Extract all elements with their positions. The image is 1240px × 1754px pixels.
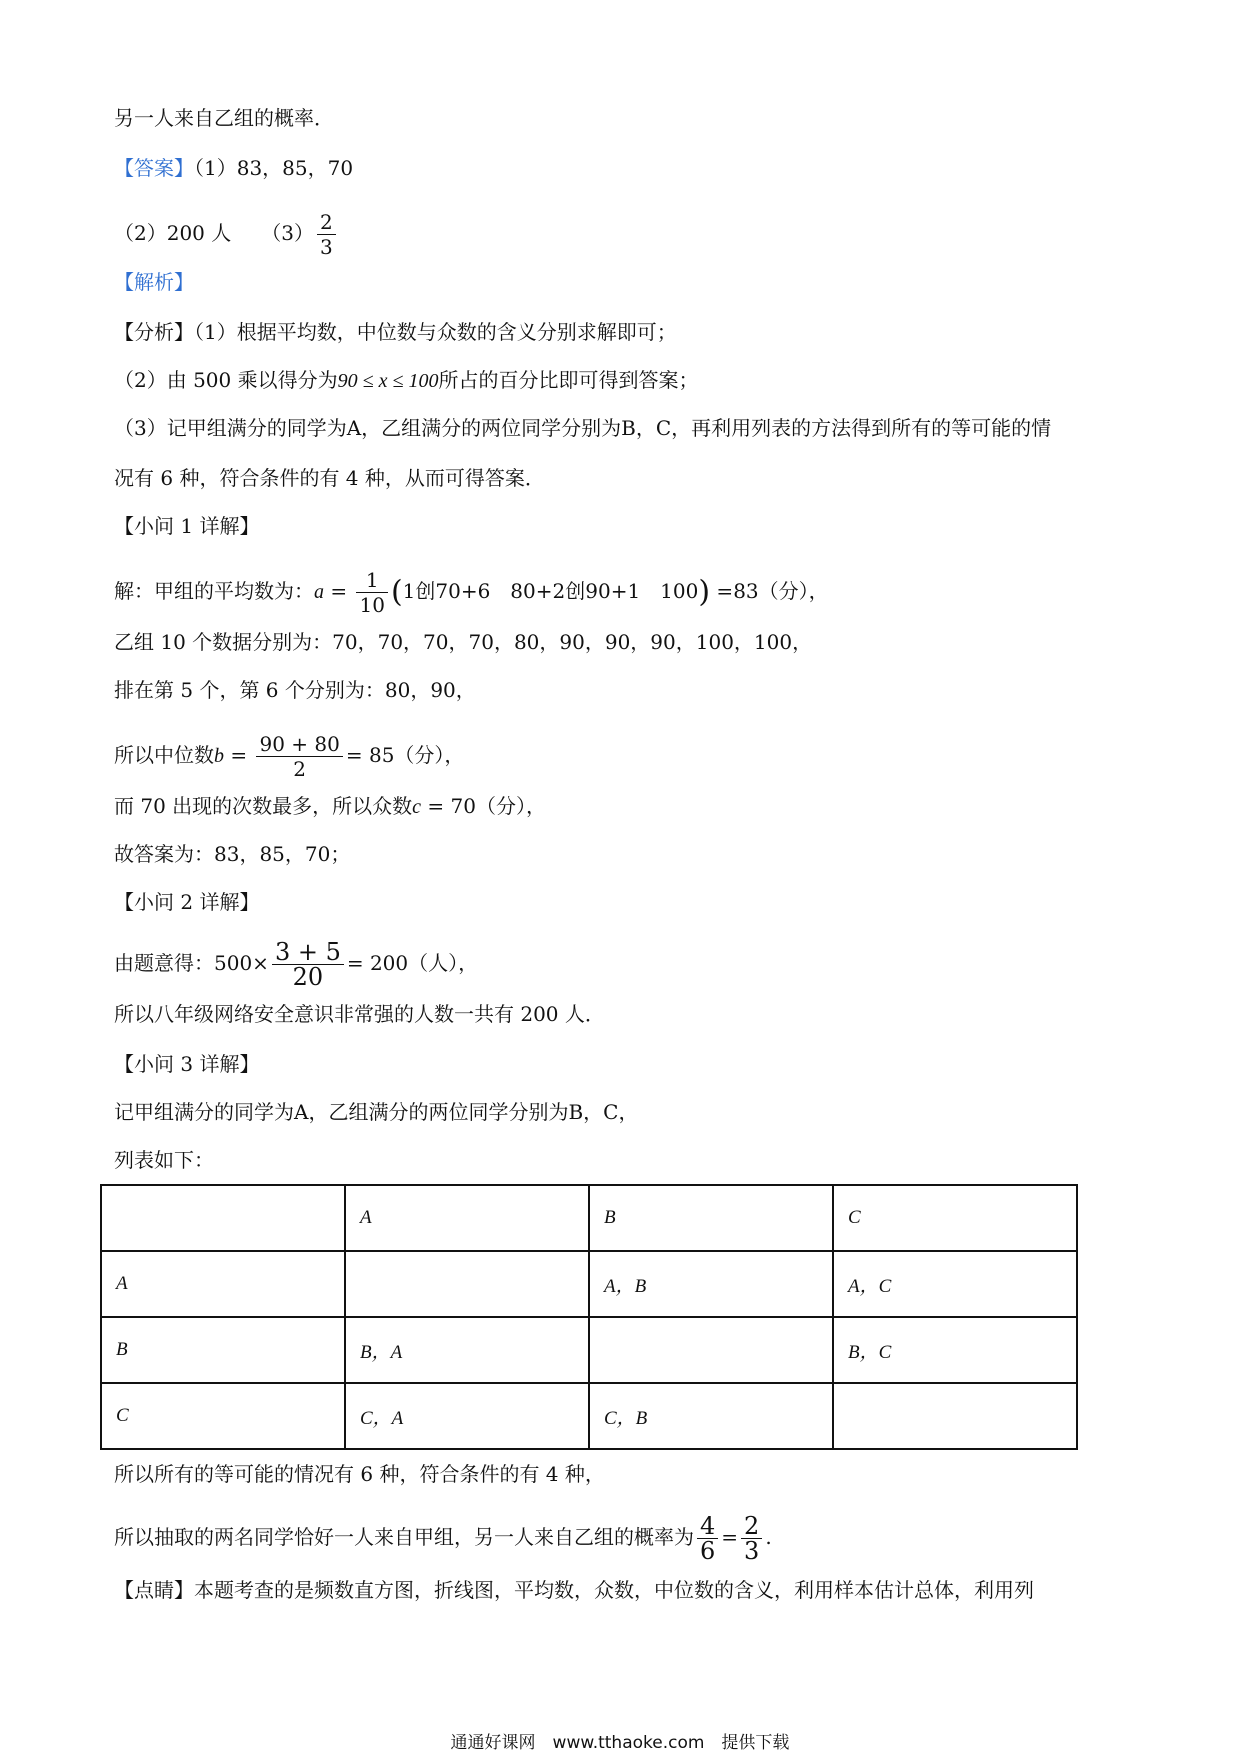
table-cell: C，A	[345, 1383, 589, 1449]
fraction: $\frac{2}{3}$	[317, 210, 336, 259]
table-cell: B，A	[345, 1317, 589, 1383]
text-line: 另一人来自乙组的概率．	[114, 106, 334, 130]
q3-probability-line: 所以抽取的两名同学恰好一人来自甲组，另一人来自乙组的概率为 $\frac{4}{6}$ = $\frac{2}{3}$ .	[114, 1512, 772, 1565]
table-cell: C，B	[589, 1383, 833, 1449]
table-row	[101, 1185, 1077, 1251]
q2-conclusion-line: 所以八年级网络安全意识非常强的人数一共有 200 人．	[114, 1002, 605, 1026]
table-cell: B	[589, 1185, 833, 1251]
q1-median-line: 所以中位数b = $\frac{90 + 80}{2}$ = 85（分），	[114, 732, 465, 781]
table-cell: B	[101, 1317, 345, 1383]
analysis-line-4: 况有 6 种，符合条件的有 4 种，从而可得答案．	[114, 466, 545, 490]
q3-list-label: 列表如下：	[114, 1148, 214, 1172]
q1-mode-line: 而 70 出现的次数最多，所以众数c = 70（分），	[114, 794, 546, 818]
q1-rank-line: 排在第 5 个，第 6 个分别为：80，90，	[114, 678, 476, 702]
q2-calc-line: 由题意得：500× $\frac{3 + 5}{20}$ = 200（人），	[114, 938, 479, 991]
table-cell	[101, 1185, 345, 1251]
answer-line-2: （2）200 人 （3） $\frac{2}{3}$	[114, 210, 339, 259]
analysis-line-3: （3）记甲组满分的同学为A，乙组满分的两位同学分别为B，C，再利用列表的方法得到所有的等可能的情	[114, 416, 1052, 440]
q1-answer-line: 故答案为：83，85，70；	[114, 842, 351, 866]
table-cell	[589, 1317, 833, 1383]
answer-line-1: 【答案】（1）83，85，70	[114, 156, 354, 180]
table-cell: A，B	[589, 1251, 833, 1317]
answer-tag: 【答案】	[114, 156, 194, 180]
table-row	[101, 1317, 1077, 1383]
table-cell	[833, 1383, 1077, 1449]
analysis-line-1: 【分析】（1）根据平均数，中位数与众数的含义分别求解即可；	[114, 320, 677, 344]
table-row	[101, 1251, 1077, 1317]
table-cell: A，C	[833, 1251, 1077, 1317]
q1-mean-line: 解：甲组的平均数为：a = $\frac{1}{10}$ (1创70+6 80+2创90+1 100) =83（分），	[114, 568, 829, 617]
table-cell: C	[101, 1383, 345, 1449]
table-cell: A	[101, 1251, 345, 1317]
table-cell: B，C	[833, 1317, 1077, 1383]
table-cell	[345, 1251, 589, 1317]
outcome-table	[100, 1184, 1078, 1450]
q3-intro-line: 记甲组满分的同学为A，乙组满分的两位同学分别为B，C，	[114, 1100, 639, 1124]
comment-line: 【点睛】本题考查的是频数直方图，折线图，平均数，众数，中位数的含义，利用样本估计总体，利用列	[114, 1578, 1034, 1602]
table-cell: C	[833, 1185, 1077, 1251]
q1-data-line: 乙组 10 个数据分别为：70，70，70，70，80，90，90，90，100，100，	[114, 630, 813, 654]
q3-count-line: 所以所有的等可能的情况有 6 种，符合条件的有 4 种，	[114, 1462, 605, 1486]
table-row	[101, 1383, 1077, 1449]
analysis-line-2: （2）由 500 乘以得分为90 ≤ x ≤ 100所占的百分比即可得到答案；	[114, 368, 699, 392]
q3-heading: 【小问 3 详解】	[114, 1052, 260, 1076]
q2-heading: 【小问 2 详解】	[114, 890, 260, 914]
table-cell: A	[345, 1185, 589, 1251]
page-footer: 通通好课网 www.tthaoke.com 提供下载	[450, 1733, 790, 1753]
q1-heading: 【小问 1 详解】	[114, 514, 260, 538]
analysis-tag: 【解析】	[114, 270, 194, 294]
